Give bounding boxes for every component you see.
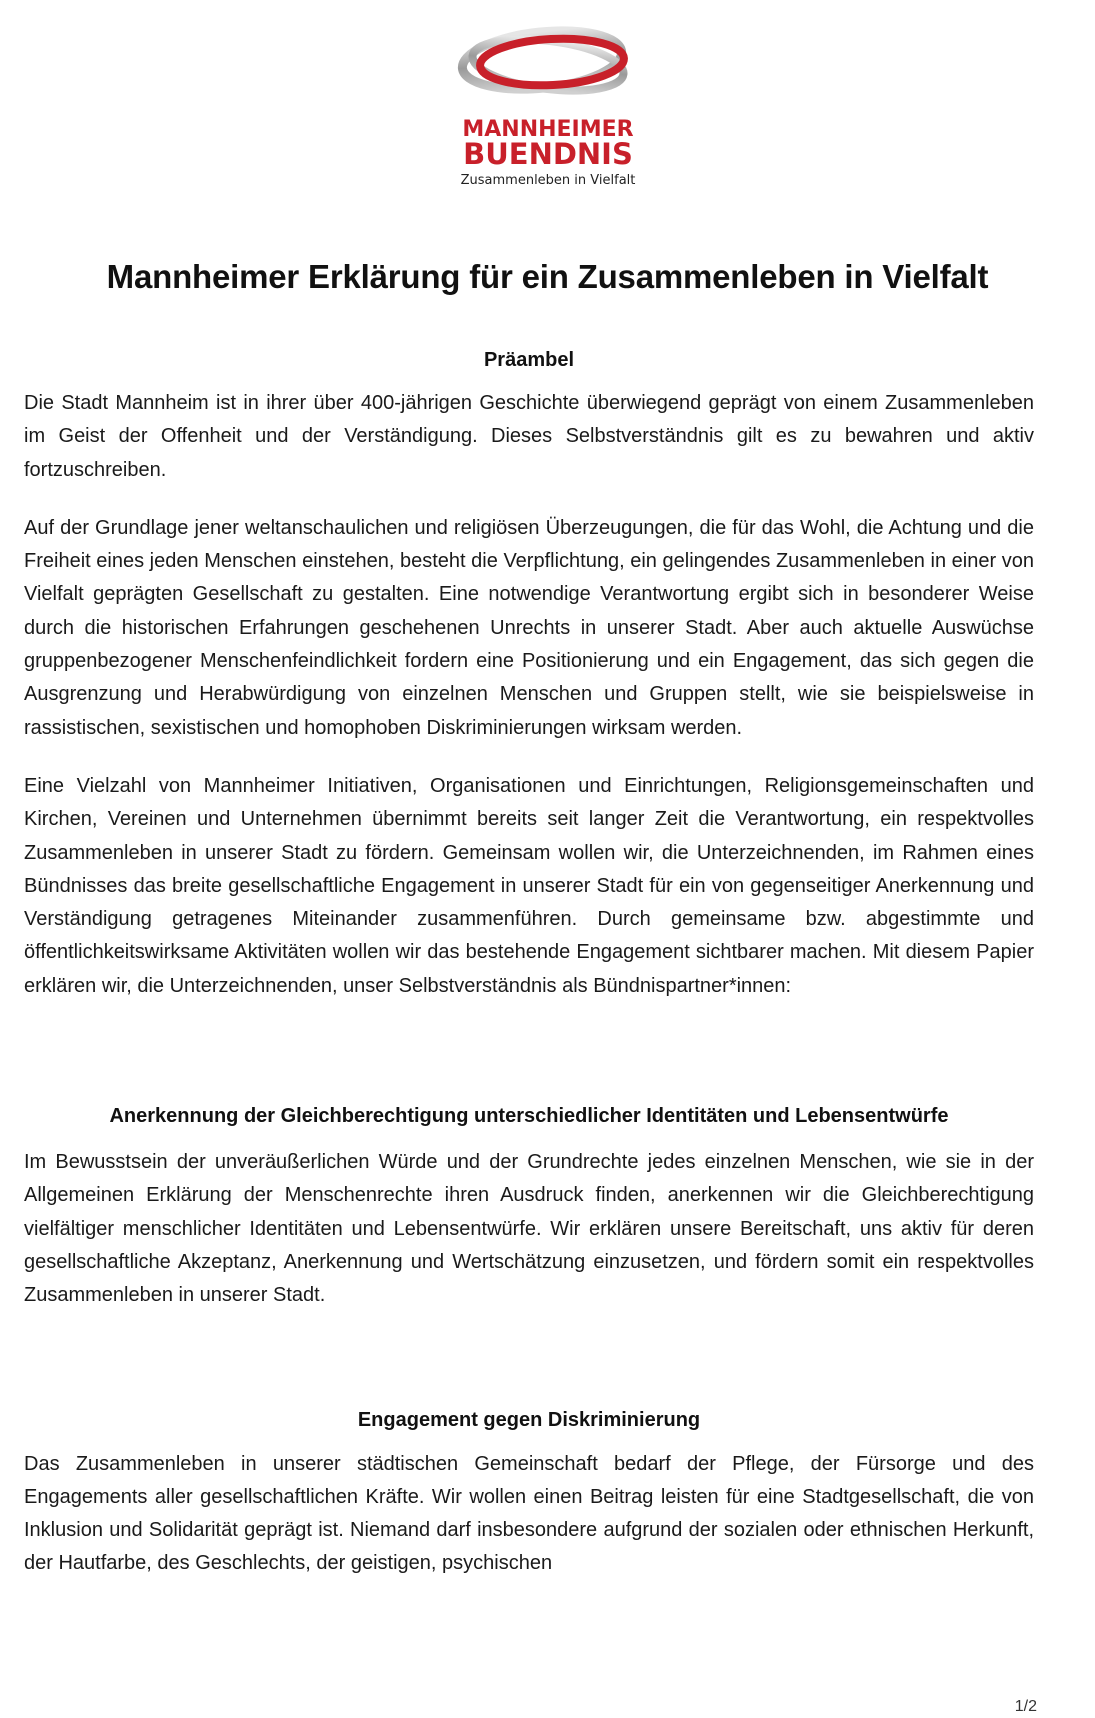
preamble-paragraph-1: Die Stadt Mannheim ist in ihrer über 400-jährigen Geschichte überwiegend geprägt von einem Zusammenleben im Geist der Offenheit und der Verständigung. Dieses Selbstverständnis gilt es zu bewahren und aktiv fortzuschreiben. — [24, 392, 1034, 481]
engagement-paragraph: Das Zusammenleben in unserer städtischen Gemeinschaft bedarf der Pflege, der Fürsorge und des Engagements aller gesellschaftlichen Kräfte. Wir wollen einen Beitrag leisten für eine Stadtgesellschaft, die von Inklusion und Solidarität geprägt ist. Niemand darf insbesondere aufgrund der sozialen oder ethnischen Herkunft, der Hautfarbe, des Geschlechts, der geistigen, psychischen — [24, 1452, 1034, 1575]
logo-tagline: Zusammenleben in Vielfalt — [460, 173, 635, 188]
preamble-paragraph-3: Eine Vielzahl von Mannheimer Initiativen, Organisationen und Einrichtungen, Religionsgemeinschaften und Kirchen, Vereinen und Unternehmen übernimmt bereits seit langer Zeit die Verantwortung, ein respektvolles Zusammenleben in unserer Stadt zu fördern. Gemeinsam wollen wir, die Unterzeichnenden, im Rahmen eines Bündnisses das breite gesellschaftliche Engagement in unserer Stadt für ein von gegenseitiger Anerkennung und Verständigung getragenes Miteinander zusammenführen. Durch gemeinsame bzw. abgestimmte und öffentlichkeitswirksame Aktivitäten wollen wir das bestehende Engagement sichtbarer machen. Mit diesem Papier erklären wir, die Unterzeichnenden, unser Selbstverständnis als Bündnispartner*innen: — [24, 774, 1034, 997]
logo-line2: BUENDNIS — [462, 137, 633, 171]
preamble-heading: Präambel — [483, 349, 575, 371]
preamble-paragraph-2: Auf der Grundlage jener weltanschaulichen und religiösen Überzeugungen, die für das Wohl, die Achtung und die Freiheit eines jeden Menschen einstehen, besteht die Verpflichtung, ein gelingendes Zusammenleben in einer von Vielfalt geprägten Gesellschaft zu gestalten. Eine notwendige Verantwortung ergibt sich in besonderer Weise durch die historischen Erfahrungen geschehenen Unrechts in unserer Stadt. Aber auch aktuelle Auswüchse gruppenbezogener Menschenfeindlichkeit fordern eine Positionierung und ein Engagement, das sich gegen die Ausgrenzung und Herabwürdigung von einzelnen Menschen und Gruppen stellt, wie sie beispielsweise in rassistischen, sexistischen und homophoben Diskriminierungen wirksam werden. — [24, 516, 1034, 739]
recognition-heading: Anerkennung der Gleichberechtigung unterschiedlicher Identitäten und Lebensentwürfe — [109, 1105, 949, 1128]
engagement-heading: Engagement gegen Diskriminierung — [357, 1408, 701, 1431]
recognition-paragraph: Im Bewusstsein der unveräußerlichen Würde und der Grundrechte jedes einzelnen Menschen, wie sie in der Allgemeinen Erklärung der Menschenrechte ihren Ausdruck finden, anerkennen wir die Gleichberechtigung vielfältiger menschlicher Identitäten und Lebensentwürfe. Wir erklären unsere Bereitschaft, uns aktiv für deren gesellschaftliche Akzeptanz, Anerkennung und Wertschätzung einzusetzen, und fördern somit ein respektvolles Zusammenleben in unserer Stadt. — [24, 1151, 1034, 1307]
rings-icon — [459, 24, 626, 98]
document-body — [24, 345, 1034, 1581]
logo — [0, 18, 1095, 208]
page-number: 1/2 — [1014, 1698, 1037, 1715]
logo-line1: MANNHEIMER — [461, 117, 634, 142]
rings-logo — [448, 18, 648, 198]
document-title: Mannheimer Erklärung für ein Zusammenleben in Vielfalt — [106, 258, 989, 295]
